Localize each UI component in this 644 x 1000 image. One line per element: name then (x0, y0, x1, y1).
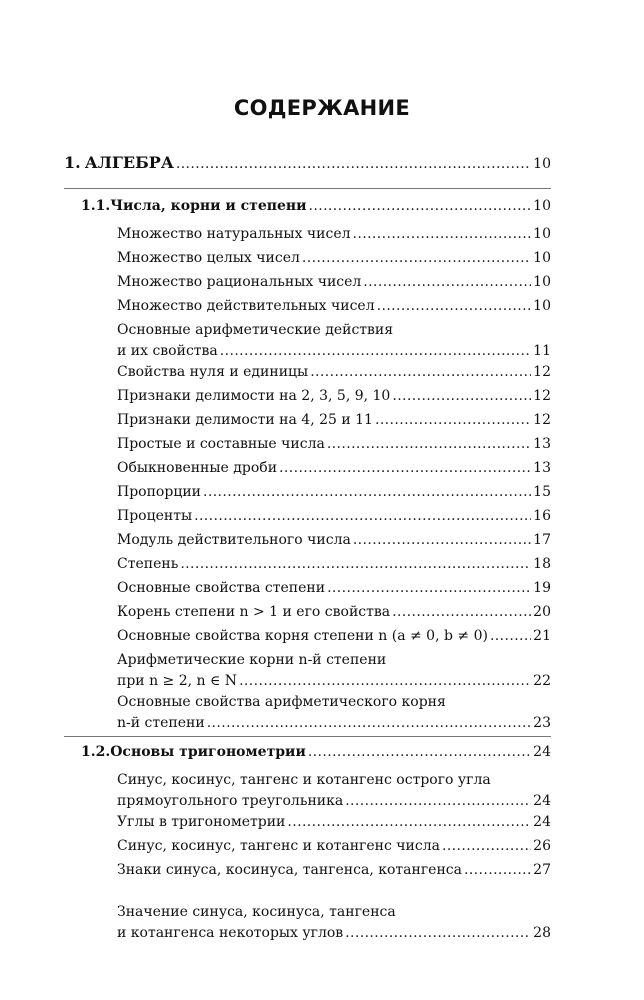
toc-item-title: при n ≥ 2, n ∈ N (117, 673, 238, 689)
dot-leader (392, 602, 531, 623)
section-title: Числа, корни и степени (110, 198, 307, 214)
toc-item[interactable] (117, 224, 551, 245)
page-number: 23 (533, 715, 551, 731)
dot-leader (377, 296, 532, 317)
toc-item[interactable] (117, 272, 551, 293)
dot-leader (203, 482, 531, 503)
page-number: 11 (533, 343, 551, 359)
toc-item-title: Простые и составные числа (117, 436, 325, 452)
page-number: 10 (533, 250, 551, 266)
dot-leader (442, 836, 531, 857)
toc-item[interactable] (117, 410, 551, 431)
page-number: 12 (533, 364, 551, 380)
toc-item-line (117, 791, 551, 812)
toc-item-title: Множество рациональных чисел (117, 274, 362, 290)
toc-item-title: Множество целых чисел (117, 250, 300, 266)
page-number: 12 (533, 412, 551, 428)
toc-item-title: Свойства нуля и единицы (117, 364, 309, 380)
toc-item-line (117, 626, 551, 647)
page-title: СОДЕРЖАНИЕ (233, 96, 411, 120)
toc-item[interactable] (117, 902, 551, 944)
toc-item[interactable] (117, 770, 551, 812)
page-number: 15 (533, 484, 551, 500)
dot-leader (353, 530, 531, 551)
page-number: 24 (533, 814, 551, 830)
dot-leader (490, 626, 531, 647)
dot-leader (308, 742, 531, 763)
toc-item[interactable] (117, 650, 551, 692)
toc-item-title: Арифметические корни n-й степени (117, 652, 387, 668)
toc-item-title: и котангенса некоторых углов (117, 925, 344, 941)
toc-item-title: и их свойства (117, 343, 218, 359)
toc-item-line (117, 530, 551, 551)
chapter-title: АЛГЕБРА (84, 153, 174, 172)
toc-item-title: Основные свойства арифметического корня (117, 694, 446, 710)
section-divider (64, 188, 551, 189)
toc-item-line (117, 248, 551, 269)
toc-item[interactable] (117, 362, 551, 383)
toc-item-line (117, 602, 551, 623)
toc-item-line (117, 713, 551, 734)
toc-item-line (117, 362, 551, 383)
toc-item-title: Пропорции (117, 484, 201, 500)
dot-leader (327, 434, 531, 455)
toc-item[interactable] (117, 578, 551, 599)
toc-item[interactable] (117, 812, 551, 833)
toc-item[interactable] (117, 506, 551, 527)
toc-item[interactable] (117, 860, 551, 881)
toc-item-line (117, 458, 551, 479)
chapter-number: 1. (64, 153, 81, 172)
dot-leader (194, 506, 531, 527)
toc-item-title: Множество натуральных чисел (117, 226, 351, 242)
toc-item-title: Знаки синуса, косинуса, тангенса, котангенса (117, 862, 462, 878)
section-number: 1.1. (81, 198, 111, 214)
dot-leader (239, 671, 531, 692)
toc-item-title: Степень (117, 556, 179, 572)
dot-leader (180, 554, 531, 575)
toc-item-title: Основные арифметические действия (117, 322, 394, 338)
toc-item-line (117, 341, 551, 362)
toc-item-line (117, 671, 551, 692)
toc-item-title: Углы в тригонометрии (117, 814, 286, 830)
page-number: 24 (533, 744, 551, 760)
section-title: Основы тригонометрии (110, 744, 306, 760)
chapter-line (64, 152, 551, 175)
toc-item[interactable] (117, 692, 551, 734)
toc-item-title: Обыкновенные дроби (117, 460, 278, 476)
toc-item-line (117, 482, 551, 503)
toc-item-line (117, 410, 551, 431)
toc-item-line (117, 812, 551, 833)
page-number: 18 (533, 556, 551, 572)
page-number: 22 (533, 673, 551, 689)
page-number: 13 (533, 436, 551, 452)
page-number: 24 (533, 793, 551, 809)
dot-leader (345, 923, 531, 944)
toc-item-line (117, 506, 551, 527)
section-line (81, 196, 551, 217)
page-number: 28 (533, 925, 551, 941)
dot-leader (302, 248, 531, 269)
toc-item-line (117, 860, 551, 881)
page-number: 12 (533, 388, 551, 404)
page-number: 20 (533, 604, 551, 620)
dot-leader (310, 362, 531, 383)
toc-item[interactable] (117, 626, 551, 647)
dot-leader (392, 386, 531, 407)
page-number: 26 (533, 838, 551, 854)
toc-section[interactable] (81, 196, 551, 217)
dot-leader (464, 860, 531, 881)
toc-item[interactable] (117, 434, 551, 455)
toc-item-title: Проценты (117, 508, 193, 524)
toc-item[interactable] (117, 386, 551, 407)
page-number: 13 (533, 460, 551, 476)
page-number: 10 (533, 226, 551, 242)
toc-item-line (117, 578, 551, 599)
toc-item-title: Синус, косинус, тангенс и котангенс острого угла (117, 772, 491, 788)
dot-leader (375, 410, 531, 431)
toc-item-title: Корень степени n > 1 и его свойства (117, 604, 391, 620)
toc-item-line (117, 224, 551, 245)
dot-leader (353, 224, 532, 245)
dot-leader (176, 154, 531, 175)
dot-leader (345, 791, 531, 812)
toc-item-line (117, 272, 551, 293)
toc-item[interactable] (117, 320, 551, 362)
dot-leader (207, 713, 531, 734)
dot-leader (327, 578, 531, 599)
toc-item-title: Модуль действительного числа (117, 532, 351, 548)
page-number: 10 (533, 198, 551, 214)
toc-item-line (117, 554, 551, 575)
toc-item-title: прямоугольного треугольника (117, 793, 344, 809)
toc-item-title: Основные свойства степени (117, 580, 326, 596)
page-number: 27 (533, 862, 551, 878)
toc-item[interactable] (117, 602, 551, 623)
toc-item[interactable] (117, 458, 551, 479)
toc-chapter[interactable] (64, 152, 551, 175)
page-number: 16 (533, 508, 551, 524)
toc-item[interactable] (117, 530, 551, 551)
page-number: 21 (533, 628, 551, 644)
page-number: 10 (533, 274, 551, 290)
page-number: 19 (533, 580, 551, 596)
toc-item-line (117, 386, 551, 407)
toc-item-title: Значение синуса, косинуса, тангенса (117, 904, 396, 920)
toc-item-line (117, 296, 551, 317)
dot-leader (363, 272, 531, 293)
toc-item[interactable] (117, 836, 551, 857)
toc-item-title: Признаки делимости на 4, 25 и 11 (117, 412, 373, 428)
toc-item-title: Основные свойства корня степени n (a ≠ 0, b ≠ 0) (117, 628, 488, 644)
toc-item[interactable] (117, 554, 551, 575)
dot-leader (220, 341, 531, 362)
toc-item-title: Синус, косинус, тангенс и котангенс числа (117, 838, 440, 854)
toc-item[interactable] (117, 296, 551, 317)
toc-section[interactable] (81, 742, 551, 763)
dot-leader (287, 812, 531, 833)
toc-item-title: n-й степени (117, 715, 205, 731)
section-line (81, 742, 551, 763)
dot-leader (309, 196, 532, 217)
toc-item-title: Множество действительных чисел (117, 298, 375, 314)
dot-leader (279, 458, 531, 479)
page-number: 10 (533, 298, 551, 314)
toc-item[interactable] (117, 248, 551, 269)
toc-item-line (117, 923, 551, 944)
section-divider (64, 736, 551, 737)
toc-item-line (117, 836, 551, 857)
toc-item-title: Признаки делимости на 2, 3, 5, 9, 10 (117, 388, 391, 404)
page-number: 10 (533, 156, 551, 172)
toc-item[interactable] (117, 482, 551, 503)
toc-item-line (117, 434, 551, 455)
page-number: 17 (533, 532, 551, 548)
section-number: 1.2. (81, 744, 111, 760)
